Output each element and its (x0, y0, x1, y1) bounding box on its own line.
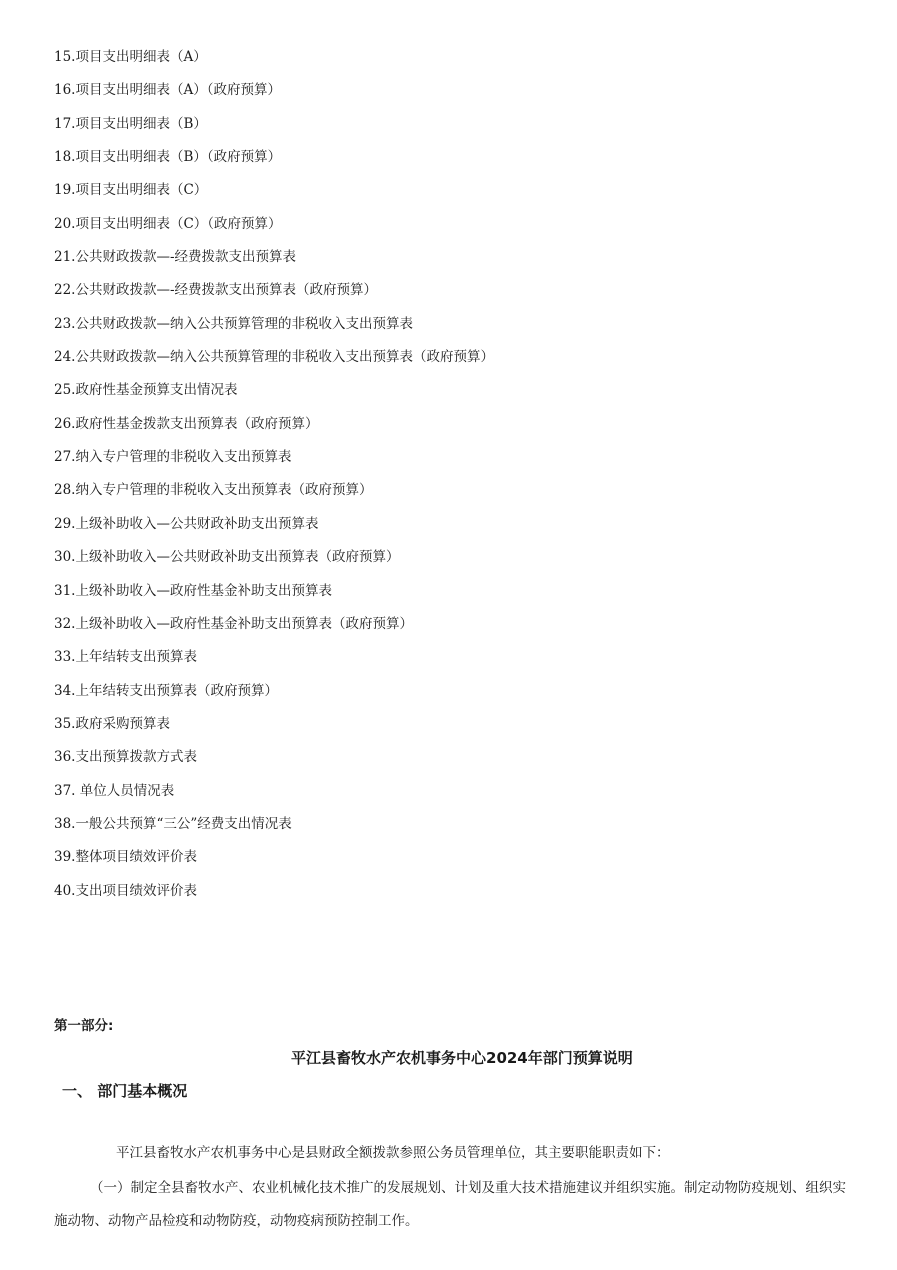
toc-item: 33.上年结转支出预算表 (54, 649, 197, 666)
toc-item: 17.项目支出明细表（B） (54, 115, 207, 132)
toc-item: 38.一般公共预算“三公”经费支出情况表 (54, 815, 292, 832)
toc-item: 26.政府性基金拨款支出预算表（政府预算） (54, 415, 319, 432)
toc-item: 25.政府性基金预算支出情况表 (54, 382, 238, 399)
toc-item: 15.项目支出明细表（A） (54, 49, 207, 65)
toc-item: 23.公共财政拨款—纳入公共预算管理的非税收入支出预算表 (54, 315, 413, 332)
section-heading: 一、 部门基本概况 (62, 1082, 188, 1100)
toc-item: 28.纳入专户管理的非税收入支出预算表（政府预算） (54, 482, 373, 499)
toc-item: 34.上年结转支出预算表（政府预算） (54, 682, 278, 699)
part-label: 第一部分: (54, 1018, 114, 1034)
toc-item: 40.支出项目绩效评价表 (54, 882, 197, 899)
toc-item: 27.纳入专户管理的非税收入支出预算表 (54, 449, 292, 466)
toc-item: 39.整体项目绩效评价表 (54, 849, 197, 866)
toc-item: 22.公共财政拨款—-经费拨款支出预算表（政府预算） (54, 282, 378, 299)
toc-item: 20.项目支出明细表（C）（政府预算） (54, 215, 282, 232)
toc-item: 16.项目支出明细表（A）（政府预算） (54, 82, 281, 99)
toc-item: 32.上级补助收入—政府性基金补助支出预算表（政府预算） (54, 615, 413, 632)
toc-item: 19.项目支出明细表（C） (54, 182, 208, 199)
toc-item: 30.上级补助收入—公共财政补助支出预算表（政府预算） (54, 549, 400, 566)
toc-item: 37. 单位人员情况表 (54, 782, 175, 799)
toc-item: 21.公共财政拨款—-经费拨款支出预算表 (54, 249, 297, 266)
table-of-contents (54, 46, 494, 913)
document-title: 平江县畜牧水产农机事务中心2024年部门预算说明 (291, 1049, 633, 1067)
toc-item: 29.上级补助收入—公共财政补助支出预算表 (54, 515, 319, 532)
toc-item: 35.政府采购预算表 (54, 715, 170, 732)
toc-item: 24.公共财政拨款—纳入公共预算管理的非税收入支出预算表（政府预算） (54, 349, 494, 366)
body-paragraph: 平江县畜牧水产农机事务中心是县财政全额拨款参照公务员管理单位，其主要职能职责如下： (116, 1145, 670, 1161)
toc-item: 31.上级补助收入—政府性基金补助支出预算表 (54, 582, 332, 599)
toc-item: 36.支出预算拨款方式表 (54, 749, 197, 766)
toc-item: 18.项目支出明细表（B）（政府预算） (54, 149, 282, 166)
body-paragraph: （一）制定全县畜牧水产、农业机械化技术推广的发展规划、计划及重大技术措施建议并组织实施。制定动物防疫规划、组织实施动物、动物产品检疫和动物防疫，动物疫病预防控制工作。 (54, 1180, 846, 1229)
